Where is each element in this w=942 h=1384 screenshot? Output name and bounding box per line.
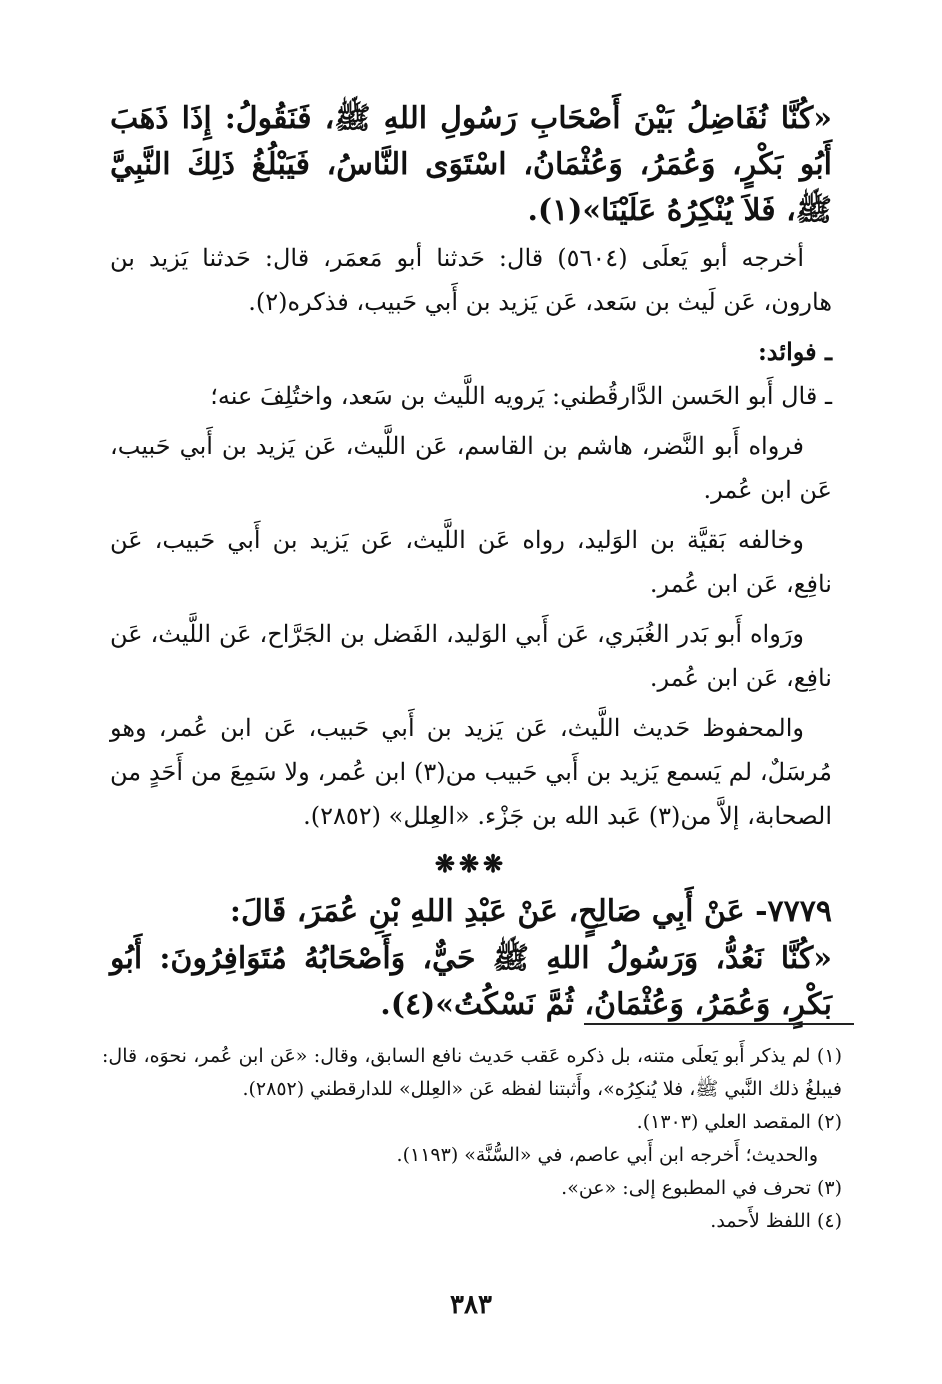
takhrij-paragraph: أخرجه أبو يَعلَى (٥٦٠٤) قال: حَدثنا أبو مَعمَر، قال: حَدثنا يَزيد بن هارون، عَن لَيث بن سَعد، عَن يَزيد بن أَبي حَبيب، فذكره(٢).	[110, 244, 832, 316]
footnotes	[102, 1040, 842, 1238]
hadith-number: ٧٧٧٩-	[755, 894, 832, 929]
paragraph-mahfuz: والمحفوظ حَديث اللَّيث، عَن يَزيد بن أَبي حَبيب، عَن ابن عُمر، وهو مُرسَلٌ، لم يَسمع يَزيد بن أَبي حَبيب من(٣) ابن عُمر، ولا سَمِعَ من أَحَدٍ من الصحابة، إلاَّ من(٣) عَبد الله بن جَزْء. «العِلل» (٢٨٥٢).	[110, 714, 833, 830]
main-text	[110, 96, 832, 1028]
footnote-1: (١) لم يذكر أَبو يَعلَى متنه، بل ذكره عَقب حَديث نافع السابق، وقال: «عَن ابن عُمر، نحوَه، قال: فيبلغُ ذلك النَّبي ﷺ، فلا يُنكِرُه»، وأَثبتنا لفظه عَن «العِلل» للدارقطني (٢٨٥٢).	[102, 1045, 842, 1100]
footnote-3: (٣) تحرف في المطبوع إلى: «عن».	[561, 1177, 842, 1199]
paragraph-abu-nadr: فرواه أَبو النَّضر، هاشم بن القاسم، عَن اللَّيث، عَن يَزيد بن أَبي حَبيب، عَن ابن عُمر.	[110, 432, 832, 504]
footnote-4: (٤) اللفظ لأَحمد.	[710, 1210, 842, 1232]
page-number: ٣٨٣	[450, 1290, 492, 1320]
hadith-7779-header	[110, 888, 832, 936]
daraqutni-intro: ـ قال أَبو الحَسن الدَّارقُطني: يَرويه اللَّيث بن سَعد، واختُلِفَ عنه؛	[210, 382, 832, 410]
footnote-divider	[584, 1023, 854, 1025]
hadith-7779-matn: «كُنَّا نَعُدُّ، وَرَسُولُ اللهِ ﷺ حَيٌّ، وَأَصْحَابُهُ مُتَوَافِرُونَ: أَبُو بَكْرٍ، وَعُمَرُ، وَعُثْمَانُ، ثُمَّ نَسْكُتُ»(٤).	[110, 941, 832, 1022]
footnote-2-continuation: والحديث؛ أَخرجه ابن أَبي عاصم، في «السُّنَّة» (١١٩٣).	[396, 1144, 818, 1166]
hadith-isnad: عَنْ أَبِي صَالِحٍ، عَنْ عَبْدِ اللهِ بْنِ عُمَرَ، قَالَ:	[229, 894, 745, 929]
section-separator: ❋❋❋	[434, 849, 508, 878]
paragraph-abu-badr: ورَواه أَبو بَدر الغُبَري، عَن أَبي الوَليد، الفَضل بن الجَرَّاح، عَن اللَّيث، عَن نافِع، عَن ابن عُمر.	[110, 620, 832, 692]
hadith-7778-matn: «كُنَّا نُفَاضِلُ بَيْنَ أَصْحَابِ رَسُولِ اللهِ ﷺ، فَنَقُولُ: إِذَا ذَهَبَ أَبُو بَكْرٍ، وَعُمَرُ، وَعُثْمَانُ، اسْتَوَى النَّاسُ، فَيَبْلُغُ ذَلِكَ النَّبِيَّ ﷺ، فَلاَ يُنْكِرُهُ عَلَيْنَا»(١).	[110, 101, 832, 228]
paragraph-baqiyya: وخالفه بَقيَّة بن الوَليد، رواه عَن اللَّيث، عَن يَزيد بن أَبي حَبيب، عَن نافِع، عَن ابن عُمر.	[110, 526, 832, 598]
fawaid-heading: ـ فوائد:	[757, 337, 832, 366]
footnote-2: (٢) المقصد العلي (١٣٠٣).	[636, 1111, 842, 1133]
